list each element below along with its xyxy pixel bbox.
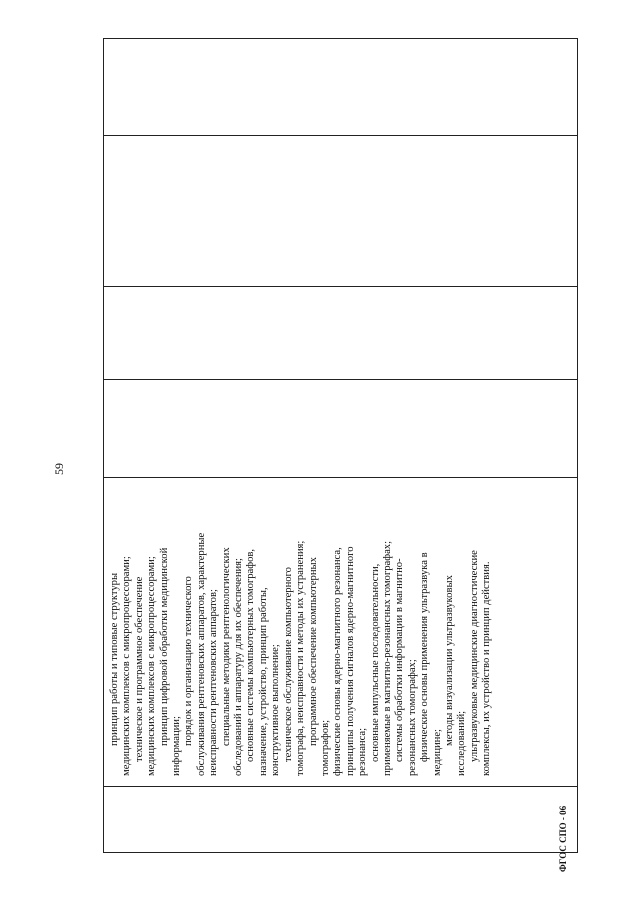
text-line: назначение, устройство, принцип работы, bbox=[257, 587, 269, 776]
text-line: исследований; bbox=[456, 710, 468, 776]
knowledge-list bbox=[103, 477, 578, 784]
text-line: основные импульсные последовательности, bbox=[369, 563, 381, 762]
text-line: принципы получения сигналов ядерно-магнитного bbox=[344, 546, 356, 776]
text-line: техническое и программное обеспечение bbox=[133, 576, 145, 762]
text-line: томографа, неисправности и методы их устранения; bbox=[295, 540, 307, 776]
text-line: медицинских комплексов с микропроцессорами; bbox=[121, 556, 133, 776]
text-line: обслуживания рентгеновских аппаратов, характерные bbox=[195, 532, 207, 776]
page-number: 59 bbox=[52, 463, 66, 475]
text-line: основные системы компьютерных томографов, bbox=[245, 548, 257, 762]
text-line: медицине; bbox=[431, 729, 443, 776]
text-line: принцип цифровой обработки медицинской bbox=[158, 547, 170, 746]
text-line: специальные методики рентгенологических bbox=[220, 547, 232, 746]
text-line: конструктивное выполнение; bbox=[270, 644, 282, 776]
text-line: физические основы ядерно-магнитного резонанса, bbox=[332, 547, 344, 776]
table-row-divider bbox=[104, 379, 577, 380]
text-line: ультразвуковые медицинские диагностические bbox=[468, 550, 480, 762]
text-line: комплексы, их устройство и принцип действия. bbox=[481, 561, 493, 776]
text-line: порядок и организацию технического bbox=[183, 576, 195, 746]
text-line: техническое обслуживание компьютерного bbox=[282, 567, 294, 762]
table-row-divider bbox=[104, 786, 577, 787]
text-line: неисправности рентгеновских аппаратов; bbox=[208, 589, 220, 776]
text-line: томографов; bbox=[319, 719, 331, 776]
document-code: ФГОС СПО - 06 bbox=[558, 805, 568, 872]
text-line: физические основы применения ультразвука в bbox=[419, 552, 431, 762]
text-line: резонансных томографах; bbox=[406, 659, 418, 776]
table-row-divider bbox=[104, 286, 577, 287]
text-line: принцип работы и типовые структуры bbox=[109, 572, 120, 746]
text-line: медицинских комплексов с микропроцессорами; bbox=[146, 556, 158, 776]
text-line: информации; bbox=[171, 716, 183, 776]
text-line: резонанса; bbox=[357, 727, 369, 776]
table-row-divider bbox=[104, 135, 577, 136]
text-line: методы визуализации ультразвуковых bbox=[443, 575, 455, 746]
text-line: обследований и аппаратуру для их обеспечения; bbox=[233, 558, 245, 776]
text-line: применяемые в магнитно-резонансных томографах; bbox=[381, 540, 393, 776]
text-line: программное обеспечение компьютерных bbox=[307, 557, 319, 746]
table-cell-knowledge bbox=[103, 477, 578, 784]
text-line: системы обработки информации в магнитно- bbox=[394, 558, 406, 762]
